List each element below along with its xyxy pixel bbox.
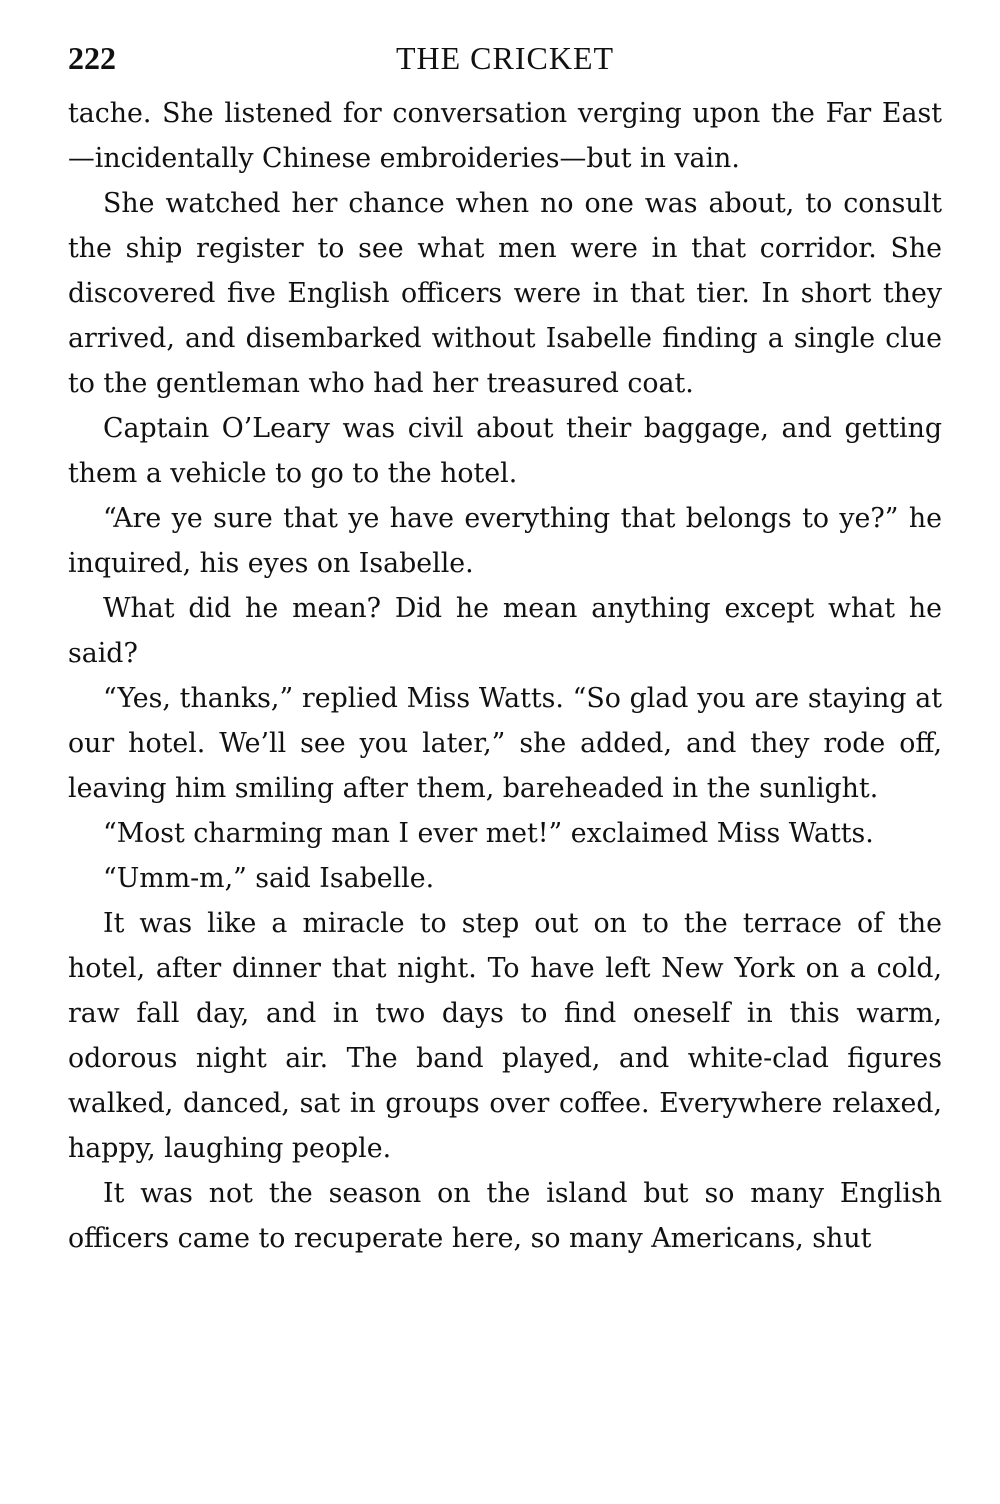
book-page [68,38,942,1261]
paragraph-continued: tache. She listened for conversation verging upon the Far East—incidentally Chinese embroideries—but in vain. [68,98,942,174]
paragraph: It was not the season on the island but so many English officers came to recuperate here, so many Americans, shut [68,1178,942,1254]
paragraph: “Most charming man I ever met!” exclaimed Miss Watts. [103,818,874,849]
paragraph: “Are ye sure that ye have everything that belongs to ye?” he inquired, his eyes on Isabelle. [68,503,942,579]
running-title: THE CRICKET [395,40,615,76]
paragraph: She watched her chance when no one was about, to consult the ship register to see what men were in that corridor. She discovered five English officers were in that tier. In short they arrived, and disembarked without Isabelle finding a single clue to the gentleman who had her treasured coat. [68,188,942,399]
paragraph: What did he mean? Did he mean anything except what he said? [68,593,942,669]
running-head [68,38,942,78]
paragraph: “Umm-m,” said Isabelle. [103,863,435,894]
page-number: 222 [68,40,116,76]
paragraph: Captain O’Leary was civil about their baggage, and getting them a vehicle to go to the hotel. [68,413,942,489]
paragraph: It was like a miracle to step out on to the terrace of the hotel, after dinner that night. To have left New York on a cold, raw fall day, and in two days to find oneself in this warm, odorous night air. The band played, and white-clad figures walked, danced, sat in groups over coffee. Everywhere relaxed, happy, laughing people. [68,908,942,1164]
body-text [68,91,942,1261]
paragraph: “Yes, thanks,” replied Miss Watts. “So glad you are staying at our hotel. We’ll see you later,” she added, and they rode off, leaving him smiling after them, bareheaded in the sunlight. [68,683,942,804]
